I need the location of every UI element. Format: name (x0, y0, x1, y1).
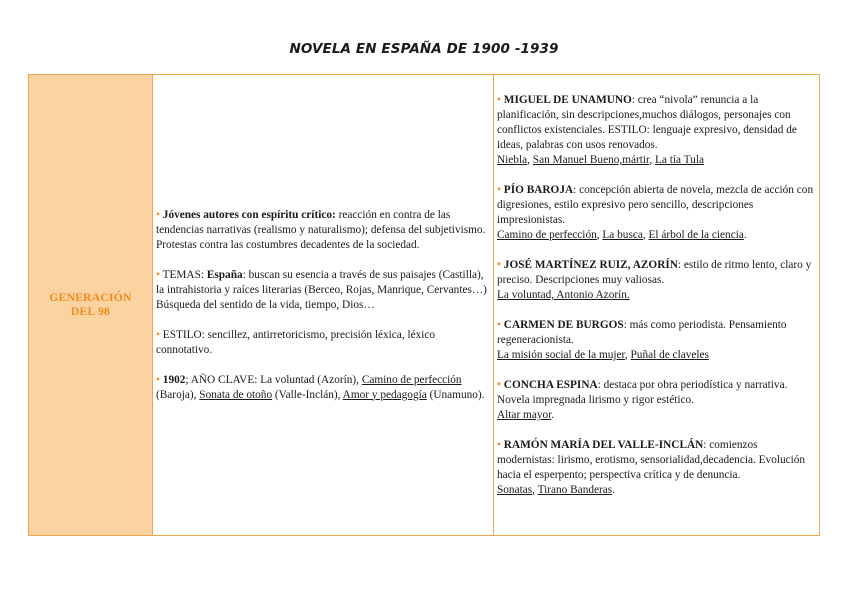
characteristics-cell (153, 75, 494, 535)
summary-table (28, 74, 820, 536)
bullet-icon: • (497, 184, 501, 196)
bullet-icon: • (497, 439, 501, 451)
work-title: Camino de perfección (497, 229, 597, 241)
document-title: NOVELA EN ESPAÑA DE 1900 -1939 (289, 41, 559, 57)
bullet-icon: • (156, 268, 160, 281)
author-name: CONCHA ESPINA (503, 379, 598, 391)
work-title: La tía Tula (655, 154, 704, 166)
work-title: La busca (602, 229, 643, 241)
work-title: Sonatas (497, 484, 533, 496)
author-entry: • JOSÉ MARTÍNEZ RUIZ, AZORÍN: estilo de ritmo lento, claro y preciso. Descripciones muy valiosas. La voluntad, Antonio Azorín. (497, 259, 812, 301)
work-title: La voluntad, Antonio Azorín. (497, 289, 630, 301)
author-name: JOSÉ MARTÍNEZ RUIZ, AZORÍN (503, 259, 678, 271)
bullet-icon: • (156, 373, 160, 386)
characteristics-paragraph-3: • ESTILO: sencillez, antirretoricismo, precisión léxica, léxico connotativo. (156, 328, 436, 356)
characteristics-paragraph-2: • TEMAS: España: buscan su esencia a través de sus paisajes (Castilla), la intrahistoria y raíces literarias (Berceo, Rojas, Manrique, Cervantes…) Búsqueda del sentido de la vida, tiempo, Dios… (156, 268, 487, 311)
work-title: Sonata de otoño (199, 388, 273, 401)
bullet-icon: • (156, 328, 160, 341)
author-entry: • PÍO BAROJA: concepción abierta de novela, mezcla de acción con digresiones, estilo expresivo pero sencillo, descripciones impresionistas. Camino de perfección, La busca, El árbol de la ciencia. (497, 184, 814, 241)
bullet-icon: • (497, 379, 501, 391)
author-entry: • CONCHA ESPINA: destaca por obra periodística y narrativa. Novela impregnada lirismo y rigor estético. Altar mayor. (497, 379, 788, 421)
work-title: La misión social de la mujer (497, 349, 625, 361)
author-name: MIGUEL DE UNAMUNO (503, 94, 632, 106)
characteristics-paragraph-1: • Jóvenes autores con espíritu crítico: reacción en contra de las tendencias narrativas (realismo y naturalismo); defensa del subjetivismo. Protestas contra las costumbres decadentes de la sociedad. (156, 208, 486, 251)
work-title: Amor y pedagogía (342, 388, 427, 401)
generation-label-line1: GENERACIÓN (49, 292, 132, 304)
author-entry: • MIGUEL DE UNAMUNO: crea “nivola” renuncia a la planificación, sin descripciones,muchos diálogos, personajes con conflictos existenciales. ESTILO: lenguaje expresivo, densidad de ideas, palabras con usos renovados. Niebla, San Manuel Bueno,mártir, La tía Tula (497, 94, 797, 166)
bullet-icon: • (156, 208, 160, 221)
bullet-icon: • (497, 94, 501, 106)
author-name: RAMÓN MARÍA DEL VALLE-INCLÁN (503, 439, 704, 451)
generation-label-cell (29, 75, 153, 535)
work-title: Camino de perfección (361, 373, 462, 386)
author-entry: • RAMÓN MARÍA DEL VALLE-INCLÁN: comienzos modernistas: lirismo, erotismo, sensorialidad,decadencia. Evolución hacia el esperpento; perspectiva crítica y de denuncia. Sonatas, Tirano Banderas. (497, 439, 806, 496)
authors-cell (494, 75, 819, 535)
work-title: Altar mayor (497, 409, 552, 421)
work-title: El árbol de la ciencia (648, 229, 744, 241)
bullet-icon: • (497, 319, 501, 331)
work-title: Niebla (497, 154, 528, 166)
work-title: Puñal de claveles (630, 349, 709, 361)
generation-label-line2: DEL 98 (70, 306, 111, 318)
author-entry: • CARMEN DE BURGOS: más como periodista. Pensamiento regeneracionista. La misión social de la mujer, Puñal de claveles (497, 319, 787, 361)
generation-label (49, 291, 131, 319)
author-name: PÍO BAROJA (503, 184, 574, 196)
author-name: CARMEN DE BURGOS (503, 319, 624, 331)
characteristics-paragraph-4: • 1902; AÑO CLAVE: La voluntad (Azorín), Camino de perfección (Baroja), Sonata de otoño (Valle-Inclán), Amor y pedagogía (Unamuno). (156, 373, 485, 401)
work-title: San Manuel Bueno,mártir (532, 154, 650, 166)
bullet-icon: • (497, 259, 501, 271)
work-title: Tirano Banderas (537, 484, 613, 496)
